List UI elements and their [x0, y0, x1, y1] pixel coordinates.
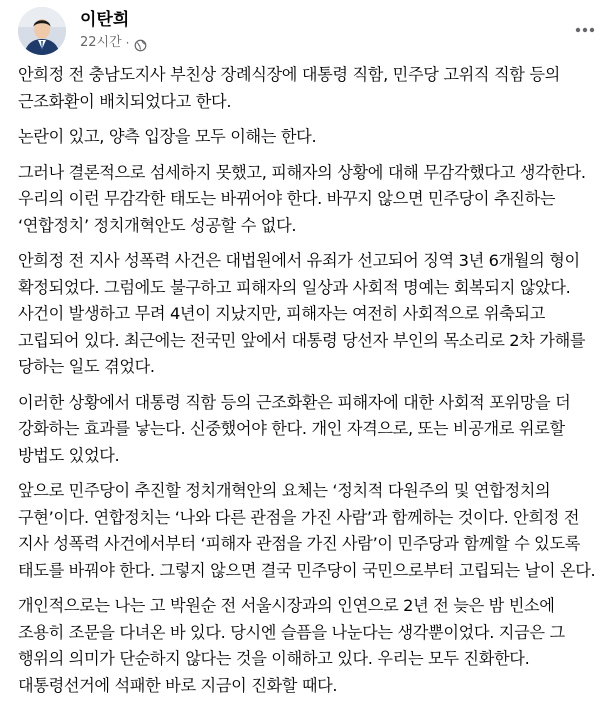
- post-paragraph-1: 안희정 전 충남도지사 부친상 장례식장에 대통령 직함, 민주당 고위직 직함 등의 근조화환이 배치되었다고 한다.: [18, 65, 560, 111]
- more-options-button[interactable]: [571, 13, 599, 41]
- meta-separator: ·: [125, 36, 130, 50]
- post-paragraph-4: 안희정 전 지사 성폭력 사건은 대법원에서 유죄가 선고되어 징역 3년 6개월의 형이 확정되었다. 그럼에도 불구하고 피해자의 일상과 사회적 명예는 회복되지 않았다. 사건이 발생하고 무려 4년이 지났지만, 피해자는 여전히 사회적으로 위축되고 고립되어 있다. 최근에는 전국민 앞에서 대통령 당선자 부인의 목소리로 2차 가해를 당하는 일도 겪었다.: [18, 251, 586, 376]
- post-paragraph-7: 개인적으로는 나는 고 박원순 전 서울시장과의 인연으로 2년 전 늦은 밤 빈소에 조용히 조문을 다녀온 바 있다. 당시엔 슬픔을 나눈다는 생각뿐이었다. 지금은 그 행위의 의미가 단순하지 않다는 것을 이해하고 있다. 우리는 모두 진화한다. 대통령선거에 석패한 바로 지금이 진화할 때다.: [18, 596, 565, 695]
- post-header: [18, 7, 603, 57]
- author-name[interactable]: 이탄희: [80, 10, 130, 30]
- post-meta: [80, 35, 147, 51]
- post-paragraph-3: 그러나 결론적으로 섬세하지 못했고, 피해자의 상황에 대해 무감각했다고 생각한다. 우리의 이런 무감각한 태도는 바뀌어야 한다. 바꾸지 않으면 민주당이 추진하는 ‘연합정치’ 정치개혁안도 성공할 수 없다.: [18, 162, 586, 235]
- post-paragraph-2: 논란이 있고, 양측 입장을 모두 이해는 한다.: [18, 127, 317, 146]
- post-paragraph-6: 앞으로 민주당이 추진할 정치개혁안의 요체는 ‘정치적 다원주의 및 연합정치의 구현’이다. 연합정치는 ‘나와 다른 관점을 가진 사람’과 함께하는 것이다. 안희정 전 지사 성폭력 사건에서부터 ‘피해자 관점을 가진 사람’이 민주당과 함께할 수 있도록 태도를 바꿔야 한다. 그렇지 않으면 결국 민주당이 국민으로부터 고립되는 날이 온다.: [18, 481, 596, 580]
- author-avatar[interactable]: [18, 7, 66, 55]
- post-paragraph-5: 이러한 상황에서 대통령 직함 등의 근조화환은 피해자에 대한 사회적 포위망을 더 강화하는 효과를 낳는다. 신중했어야 한다. 개인 자격으로, 또는 비공개로 위로할 방법도 있었다.: [18, 392, 571, 465]
- post-body: [18, 62, 598, 708]
- more-horizontal-icon: [575, 18, 595, 37]
- post-time[interactable]: 22시간: [80, 35, 122, 50]
- globe-icon[interactable]: [134, 37, 147, 50]
